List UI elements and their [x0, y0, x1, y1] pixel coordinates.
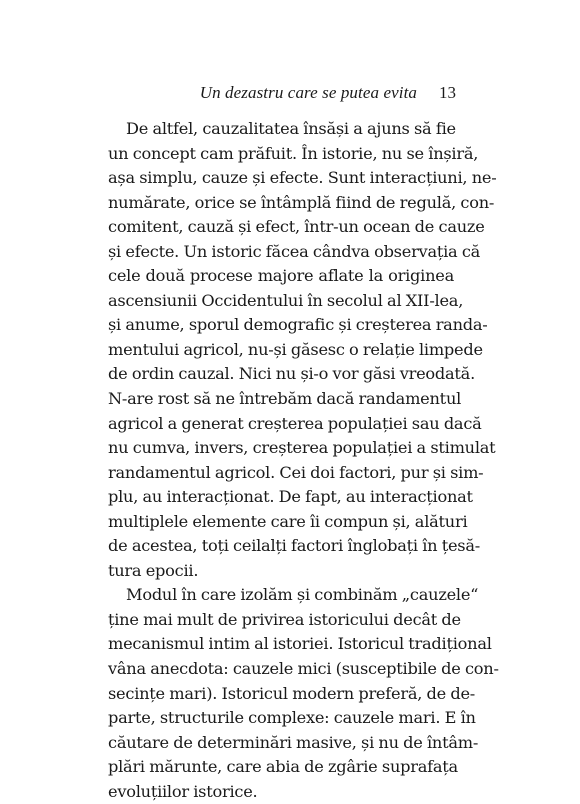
- text-line: Modul în care izolăm și combinăm „cauzele“: [126, 585, 479, 605]
- text-line: un concept cam prăfuit. În istorie, nu se înșiră,: [108, 143, 479, 163]
- text-line: plări mărunte, care abia de zgârie suprafața: [108, 757, 458, 777]
- text-line: plu, au interacționat. De fapt, au interacționat: [108, 487, 473, 507]
- running-header: [108, 83, 456, 107]
- text-line: de ordin cauzal. Nici nu și-o vor găsi vreodată.: [108, 364, 475, 384]
- text-line: tura epocii.: [108, 560, 199, 580]
- text-line: mentului agricol, nu-și găsesc o relație limpede: [108, 339, 483, 359]
- text-line: vâna anecdota: cauzele mici (susceptibile de con-: [108, 659, 499, 679]
- text-line: mecanismul intim al istoriei. Istoricul tradițional: [108, 634, 492, 654]
- text-line: ține mai mult de privirea istoricului decât de: [108, 609, 461, 629]
- text-line: secințe mari). Istoricul modern preferă, de de-: [108, 683, 476, 703]
- text-line: cele două procese majore aflate la originea: [108, 266, 454, 286]
- text-line: randamentul agricol. Cei doi factori, pur și sim-: [108, 462, 484, 482]
- paragraph: [108, 117, 497, 583]
- text-line: numărate, orice se întâmplă fiind de regulă, con-: [108, 192, 495, 212]
- text-line: căutare de determinări masive, și nu de întâm-: [108, 732, 479, 752]
- text-line: parte, structurile complexe: cauzele mari. E în: [108, 708, 476, 728]
- text-line: N-are rost să ne întrebăm dacă randamentul: [108, 389, 462, 409]
- text-line: ascensiunii Occidentului în secolul al XII-lea,: [108, 290, 464, 310]
- text-line: De altfel, cauzalitatea însăși a ajuns să fie: [126, 119, 456, 138]
- text-line: și efecte. Un istoric făcea cândva observația că: [108, 241, 481, 261]
- page-number: 13: [439, 83, 456, 102]
- text-line: așa simplu, cauze și efecte. Sunt interacțiuni, ne-: [108, 168, 497, 188]
- text-line: comitent, cauză și efect, într-un ocean de cauze: [108, 217, 485, 237]
- text-line: agricol a generat creșterea populației sau dacă: [108, 413, 482, 433]
- text-line: de acestea, toți ceilalți factori înglobați în țesă-: [108, 536, 480, 556]
- text-line: nu cumva, invers, creșterea populației a stimulat: [108, 438, 496, 458]
- text-line: multiplele elemente care îi compun și, alături: [108, 511, 468, 531]
- text-line: evoluțiilor istorice.: [108, 781, 258, 801]
- text-line: și anume, sporul demografic și creșterea randa-: [108, 315, 488, 335]
- running-title: Un dezastru care se putea evita: [199, 83, 417, 102]
- paragraph: [108, 583, 499, 804]
- body-text: [108, 117, 499, 804]
